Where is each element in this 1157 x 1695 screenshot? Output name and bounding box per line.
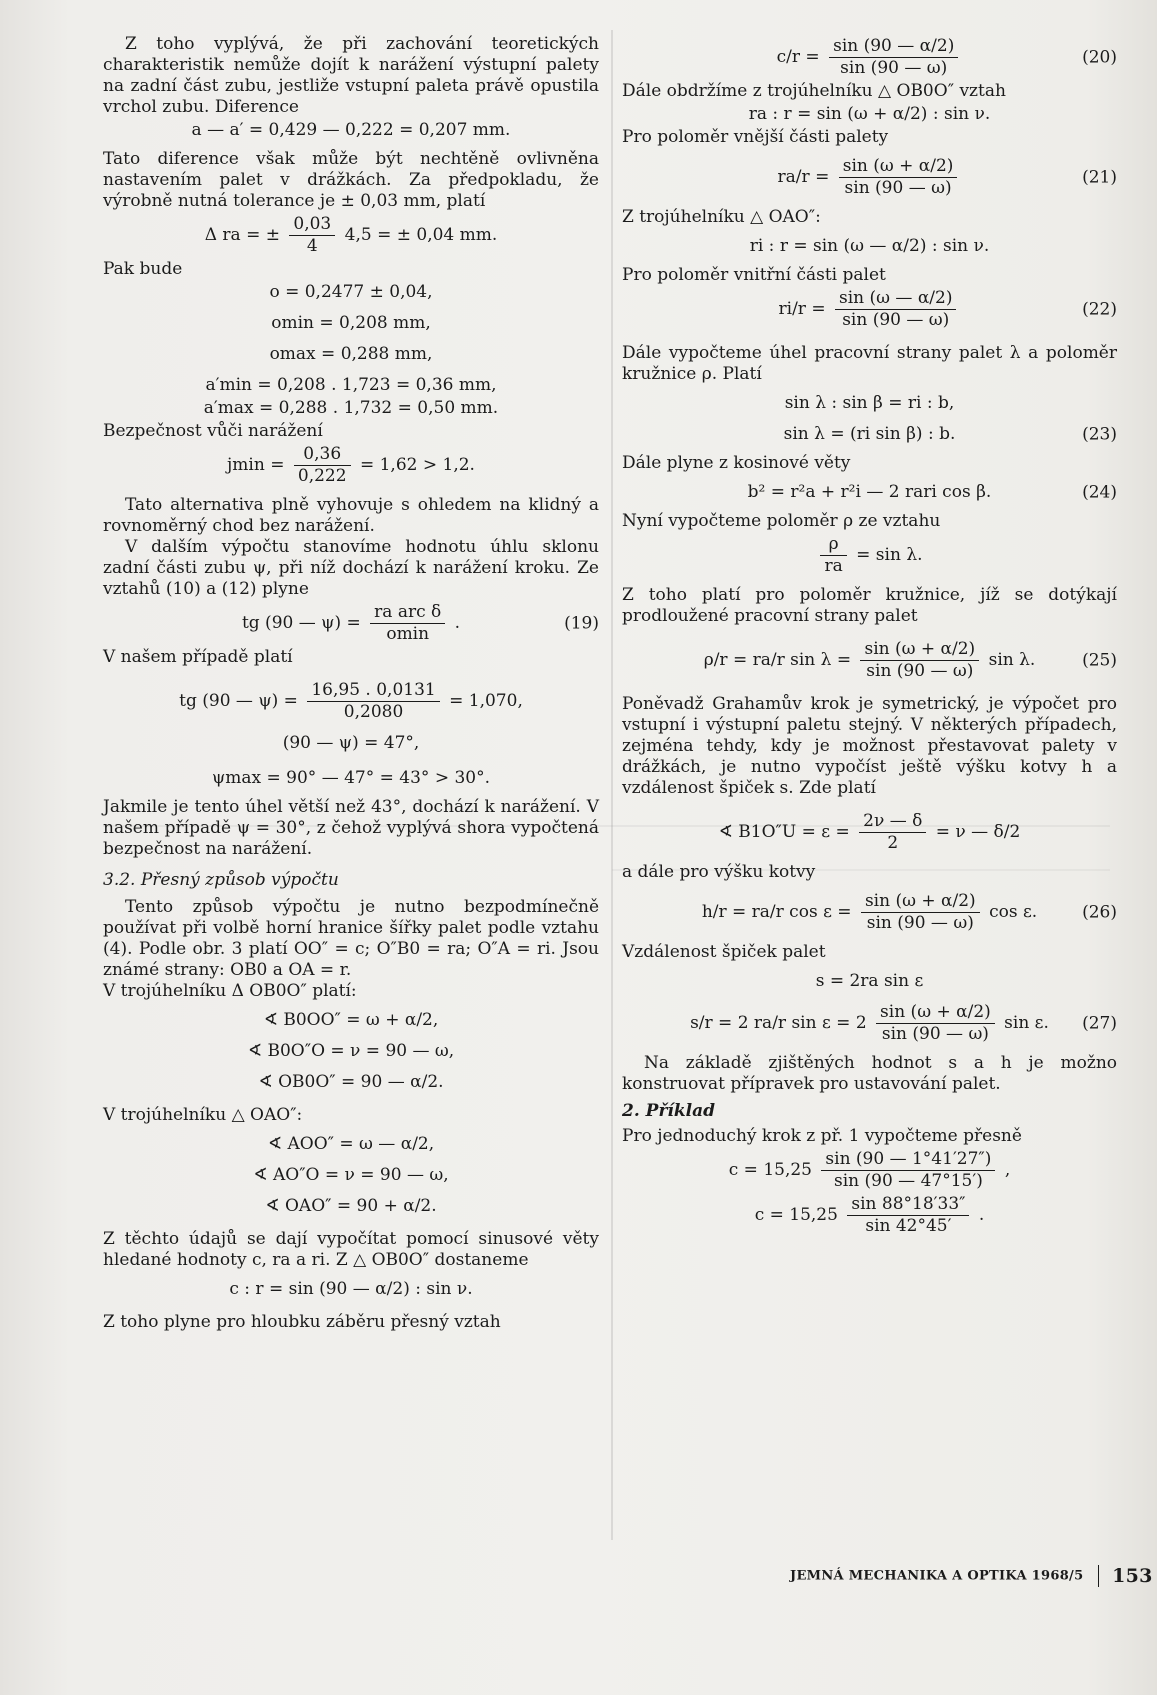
equation: omin = 0,208 mm, <box>271 313 431 333</box>
eq-text: c = 15,25 <box>754 1205 838 1225</box>
section-heading: 2. Příklad <box>622 1101 716 1121</box>
numerator: sin (ω + α/2) <box>842 156 954 176</box>
section-heading: 3.2. Přesný způsob výpočtu <box>103 870 339 890</box>
equation <box>622 36 1117 79</box>
equation <box>622 639 1117 682</box>
left-column <box>103 34 599 1333</box>
page-footer <box>790 1565 1153 1587</box>
equation <box>622 1002 1117 1045</box>
eq-text: . <box>454 613 461 633</box>
paragraph: V trojúhelníku △ OAO″: <box>103 1105 303 1125</box>
equation: a′min = 0,208 . 1,723 = 0,36 mm, <box>205 375 497 395</box>
denominator: 2 <box>859 832 926 854</box>
equation: ∢ AOO″ = ω — α/2, <box>267 1134 435 1154</box>
paragraph: Tento způsob výpočtu je nutno bezpodmínečně používat při volbě horní hranice šířky palet podle vztahu (4). Podle obr. 3 platí OO″ = c; O″B0 = ra; O″A = ri. Jsou známé strany: OB0 a OA = r. <box>103 897 599 980</box>
equation: o = 0,2477 ± 0,04, <box>269 282 433 302</box>
denominator: 0,2080 <box>307 701 439 723</box>
eq-text: tg (90 — ψ) = <box>179 691 298 711</box>
paragraph: V trojúhelníku Δ OB0O″ platí: <box>103 981 357 1001</box>
denominator: sin (90 — ω) <box>876 1023 995 1045</box>
paragraph: Bezpečnost vůči narážení <box>103 421 323 441</box>
eq-text: ρ/r = ra/r sin λ = <box>703 650 852 670</box>
equation-number: (19) <box>564 613 599 633</box>
eq-text: , <box>1004 1160 1011 1180</box>
eq-text: ra/r = <box>777 167 830 187</box>
fraction <box>370 602 445 645</box>
paragraph: Tato alternativa plně vyhovuje s ohledem na klidný a rovnoměrný chod bez narážení. <box>103 495 599 536</box>
equation <box>103 680 599 723</box>
paragraph: a dále pro výšku kotvy <box>622 862 816 882</box>
numerator: sin (ω + α/2) <box>864 891 976 911</box>
equation <box>622 482 1117 503</box>
fraction <box>820 534 846 577</box>
denominator: sin (90 — ω) <box>839 177 958 199</box>
denominator: 4 <box>289 235 335 257</box>
denominator: sin (90 — 47°15′) <box>821 1170 995 1192</box>
eq-text: 4,5 = ± 0,04 mm. <box>344 225 498 245</box>
equation-number: (26) <box>1082 902 1117 922</box>
fraction <box>876 1002 995 1045</box>
eq-text: = ν — δ/2 <box>935 822 1021 842</box>
numerator: 2ν — δ <box>863 811 923 831</box>
equation-number: (22) <box>1082 299 1117 319</box>
equation <box>622 288 1117 331</box>
paragraph: Dále plyne z kosinové věty <box>622 453 851 473</box>
equation <box>622 1149 1117 1192</box>
fraction <box>835 288 956 331</box>
numerator: 0,03 <box>293 214 332 234</box>
eq-text: = 1,070, <box>449 691 523 711</box>
paragraph: Dále vypočteme úhel pracovní strany palet λ a poloměr kružnice ρ. Platí <box>622 343 1117 384</box>
fraction <box>821 1149 995 1192</box>
eq-text: ri/r = <box>778 299 826 319</box>
eq-text: h/r = ra/r cos ε = <box>701 902 852 922</box>
paragraph: Pak bude <box>103 259 183 279</box>
equation <box>103 444 599 487</box>
eq-text: sin ε. <box>1004 1013 1049 1033</box>
equation <box>622 424 1117 445</box>
paragraph: Z trojúhelníku △ OAO″: <box>622 207 821 227</box>
equation: ∢ B0O″O = ν = 90 — ω, <box>247 1041 455 1061</box>
numerator: 16,95 . 0,0131 <box>311 680 436 700</box>
eq-text: Δ ra = ± <box>204 225 280 245</box>
equation: ψmax = 90° — 47° = 43° > 30°. <box>211 768 491 788</box>
fraction <box>860 639 979 682</box>
denominator: 0,222 <box>294 465 351 487</box>
eq-text: s/r = 2 ra/r sin ε = 2 <box>690 1013 867 1033</box>
eq-text: . <box>978 1205 985 1225</box>
paragraph: Z těchto údajů se dají vypočítat pomocí sinusové věty hledané hodnoty c, ra a ri. Z △ OB0O″ dostaneme <box>103 1229 599 1270</box>
fraction <box>294 444 351 487</box>
eq-text: c = 15,25 <box>728 1160 812 1180</box>
paragraph: Pro poloměr vnější části palety <box>622 127 889 147</box>
numerator: sin (ω — α/2) <box>839 288 953 308</box>
paragraph: V dalším výpočtu stanovíme hodnotu úhlu sklonu zadní části zubu ψ, při níž dochází k narážení kroku. Ze vztahů (10) a (12) plyne <box>103 537 599 599</box>
equation: a — a′ = 0,429 — 0,222 = 0,207 mm. <box>191 120 511 140</box>
equation-number: (24) <box>1082 482 1117 502</box>
paragraph: Pro jednoduchý krok z př. 1 vypočteme přesně <box>622 1126 1022 1146</box>
numerator: sin 88°18′33″ <box>851 1194 966 1214</box>
footer-divider <box>1098 1565 1099 1587</box>
paragraph: Nyní vypočteme poloměr ρ ze vztahu <box>622 511 941 531</box>
equation <box>103 602 599 645</box>
right-column <box>622 34 1117 1239</box>
eq-text: cos ε. <box>989 902 1038 922</box>
denominator: sin (90 — ω) <box>835 309 956 331</box>
equation-number: (20) <box>1082 47 1117 67</box>
denominator: sin (90 — ω) <box>860 660 979 682</box>
equation: ∢ OAO″ = 90 + α/2. <box>265 1196 437 1216</box>
fraction <box>829 36 958 79</box>
paragraph: Pro poloměr vnitřní části palet <box>622 265 886 285</box>
equation: ∢ AO″O = ν = 90 — ω, <box>253 1165 449 1185</box>
numerator: ρ <box>828 534 839 554</box>
journal-name: JEMNÁ MECHANIKA A OPTIKA 1968/5 <box>790 1568 1084 1584</box>
paragraph: Z toho vyplývá, že při zachování teoretických charakteristik nemůže dojít k narážení výstupní palety na zadní část zubu, jestliže vstupní paleta právě opustila vrchol zubu. Diference <box>103 34 599 117</box>
fraction <box>289 214 335 257</box>
equation <box>622 891 1117 934</box>
eq-text: tg (90 — ψ) = <box>241 613 361 633</box>
equation <box>622 811 1117 854</box>
numerator: 0,36 <box>303 444 342 464</box>
fraction <box>859 811 926 854</box>
denominator: omin <box>370 623 445 645</box>
fraction <box>847 1194 969 1237</box>
equation: omax = 0,288 mm, <box>269 344 433 364</box>
paragraph: Z toho plyne pro hloubku záběru přesný vztah <box>103 1312 501 1332</box>
eq-text: sin λ. <box>988 650 1036 670</box>
eq-text: jmin = <box>227 455 285 475</box>
numerator: sin (90 — α/2) <box>833 36 955 56</box>
denominator: ra <box>820 555 846 577</box>
eq-text: c/r = <box>776 47 820 67</box>
equation <box>622 156 1117 199</box>
equation-number: (21) <box>1082 167 1117 187</box>
eq-text: sin λ = (ri sin β) : b. <box>783 424 956 444</box>
paragraph: V našem případě platí <box>103 647 293 667</box>
paragraph: Poněvadž Grahamův krok je symetrický, je výpočet pro vstupní i výstupní paletu stejný. V některých případech, zejména tehdy, kdy je možnost přestavovat palety v drážkách, je nutno vypočíst ještě výšku kotvy h a vzdálenost špiček s. Zde platí <box>622 694 1117 798</box>
equation: ri : r = sin (ω — α/2) : sin ν. <box>749 236 990 256</box>
numerator: sin (90 — 1°41′27″) <box>825 1149 992 1169</box>
equation: (90 — ψ) = 47°, <box>282 733 420 753</box>
equation-number: (23) <box>1082 424 1117 444</box>
eq-text: = sin λ. <box>856 545 923 565</box>
paragraph: Z toho platí pro poloměr kružnice, jíž se dotýkají prodloužené pracovní strany palet <box>622 585 1117 626</box>
eq-text: = 1,62 > 1,2. <box>359 455 475 475</box>
equation: ra : r = sin (ω + α/2) : sin ν. <box>748 104 991 124</box>
equation: s = 2ra sin ε <box>815 971 924 991</box>
equation <box>103 214 599 257</box>
fraction <box>307 680 439 723</box>
equation-number: (25) <box>1082 650 1117 670</box>
numerator: sin (ω + α/2) <box>864 639 976 659</box>
eq-text: b² = r²a + r²i — 2 rari cos β. <box>747 482 992 502</box>
equation-number: (27) <box>1082 1013 1117 1033</box>
equation: sin λ : sin β = ri : b, <box>784 393 955 413</box>
denominator: sin 42°45′ <box>847 1215 969 1237</box>
equation: c : r = sin (90 — α/2) : sin ν. <box>229 1279 473 1299</box>
eq-text: ∢ B1O″U = ε = <box>718 822 850 842</box>
equation <box>622 534 1117 577</box>
page-number: 153 <box>1112 1565 1153 1587</box>
equation: ∢ B0OO″ = ω + α/2, <box>263 1010 439 1030</box>
paragraph: Dále obdržíme z trojúhelníku △ OB0O″ vztah <box>622 81 1006 101</box>
denominator: sin (90 — ω) <box>861 912 980 934</box>
paragraph: Na základě zjištěných hodnot s a h je možno konstruovat přípravek pro ustavování palet. <box>622 1053 1117 1094</box>
numerator: ra arc δ <box>374 602 442 622</box>
equation: a′max = 0,288 . 1,732 = 0,50 mm. <box>203 398 499 418</box>
fraction <box>861 891 980 934</box>
equation <box>622 1194 1117 1237</box>
fraction <box>839 156 958 199</box>
paragraph: Vzdálenost špiček palet <box>622 942 826 962</box>
equation: ∢ OB0O″ = 90 — α/2. <box>258 1072 444 1092</box>
numerator: sin (ω + α/2) <box>880 1002 991 1022</box>
paragraph: Tato diference však může být nechtěně ovlivněna nastavením palet v drážkách. Za předpokladu, že výrobně nutná tolerance je ± 0,03 mm, platí <box>103 149 599 211</box>
paragraph: Jakmile je tento úhel větší než 43°, dochází k narážení. V našem případě ψ = 30°, z čehož vyplývá shora vypočtená bezpečnost na narážení. <box>103 797 599 859</box>
denominator: sin (90 — ω) <box>829 57 958 79</box>
